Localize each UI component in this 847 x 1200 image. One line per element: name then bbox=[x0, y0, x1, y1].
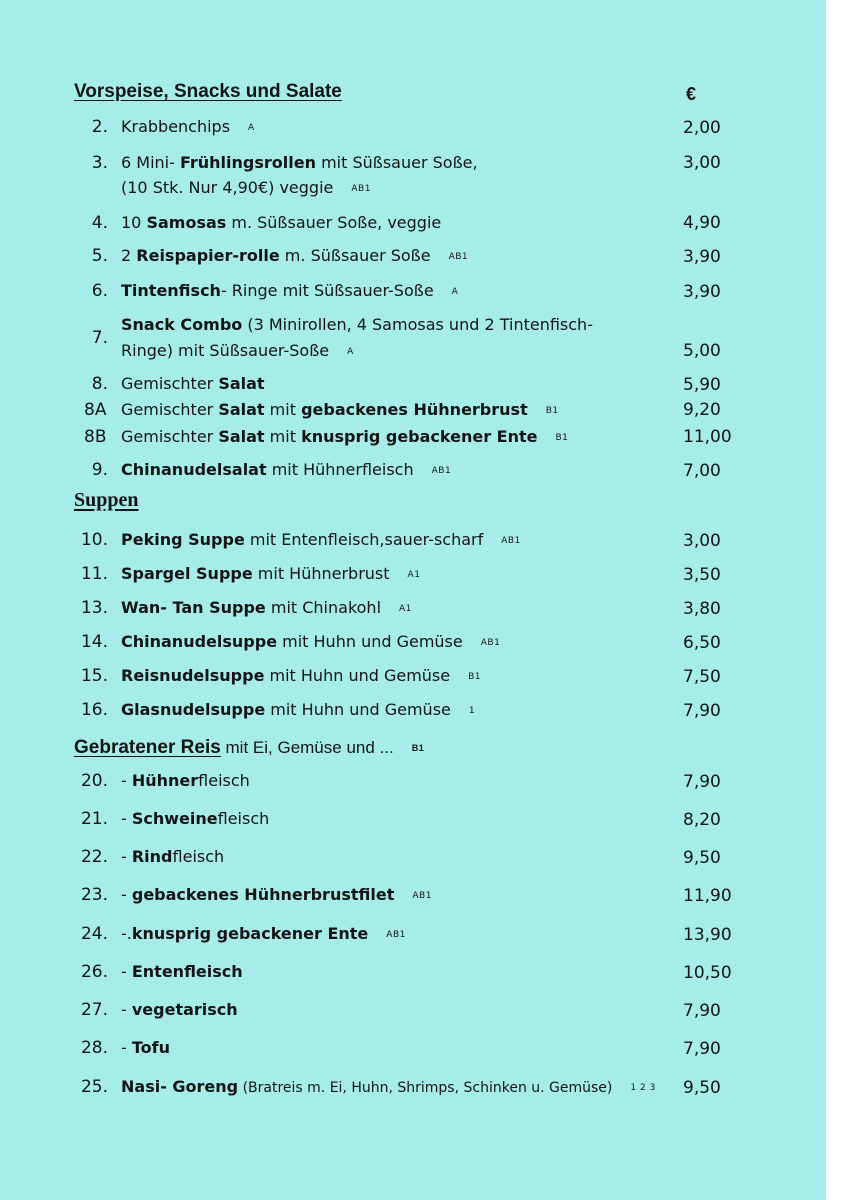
item-number: 7. bbox=[91, 328, 108, 348]
item-text-part: Glasnudelsuppe bbox=[121, 700, 266, 719]
item-price: 7,90 bbox=[683, 1001, 721, 1021]
item-price: 5,90 bbox=[683, 375, 721, 395]
item-text-part: mit Huhn und Gemüse bbox=[265, 700, 451, 719]
item-description bbox=[121, 664, 481, 689]
item-description bbox=[121, 596, 412, 621]
allergen-code: AB1 bbox=[351, 183, 371, 194]
item-text-part: Nasi- Goreng bbox=[121, 1077, 239, 1096]
item-number: 20. bbox=[80, 771, 108, 791]
section-title: Vorspeise, Snacks und Salate bbox=[74, 81, 342, 102]
item-number: 8. bbox=[91, 374, 108, 394]
item-number: 24. bbox=[80, 924, 108, 944]
item-text-part: Entenfleisch bbox=[131, 962, 243, 981]
item-price: 7,50 bbox=[683, 667, 721, 687]
section-title: Gebratener Reis bbox=[74, 737, 221, 759]
item-price: 9,20 bbox=[683, 400, 721, 420]
item-text-part: Salat bbox=[218, 427, 265, 446]
allergen-code: AB1 bbox=[501, 535, 521, 546]
item-description bbox=[121, 244, 468, 269]
item-number: 22. bbox=[80, 847, 108, 867]
item-description bbox=[121, 425, 568, 450]
item-description bbox=[121, 115, 255, 140]
item-price: 3,00 bbox=[683, 531, 721, 551]
item-text-part: 10 bbox=[121, 213, 147, 232]
item-text-part: (10 Stk. Nur 4,90€) veggie bbox=[121, 178, 334, 197]
item-text-part: Samosas bbox=[146, 213, 227, 232]
item-number: 13. bbox=[80, 598, 108, 618]
item-text-part: fleisch bbox=[217, 809, 270, 828]
item-price: 8,20 bbox=[683, 810, 721, 830]
item-text-part: 6 Mini- bbox=[121, 153, 180, 172]
item-price: 9,50 bbox=[683, 848, 721, 868]
allergen-code: A bbox=[347, 346, 354, 357]
allergen-code: B1 bbox=[555, 432, 569, 443]
allergen-code: 1 2 3 bbox=[630, 1082, 656, 1093]
item-description bbox=[121, 998, 238, 1022]
item-number: 4. bbox=[91, 213, 108, 233]
item-text-part: m. Süßsauer Soße, veggie bbox=[226, 213, 442, 232]
item-text-part: Peking Suppe bbox=[121, 530, 245, 549]
item-text-part: Frühlingsrollen bbox=[179, 153, 316, 172]
item-text-part: mit Hühnerfleisch bbox=[266, 460, 414, 479]
item-price: 3,90 bbox=[683, 247, 721, 267]
item-text-part: Salat bbox=[218, 400, 265, 419]
item-number: 26. bbox=[80, 962, 108, 982]
item-number: 28. bbox=[80, 1038, 108, 1058]
item-text-part: Reispapier-rolle bbox=[136, 246, 280, 265]
item-description bbox=[121, 528, 521, 553]
item-number: 16. bbox=[80, 700, 108, 720]
item-price: 9,50 bbox=[683, 1078, 721, 1098]
item-text-part: - bbox=[121, 847, 132, 866]
item-price: 3,00 bbox=[683, 153, 721, 173]
item-price: 3,50 bbox=[683, 565, 721, 585]
scan-edge bbox=[826, 0, 847, 1200]
item-text-part: Snack Combo bbox=[121, 315, 243, 334]
item-description bbox=[121, 1036, 170, 1060]
item-text-part: Gemischter bbox=[121, 427, 219, 446]
item-number: 11. bbox=[80, 564, 108, 584]
item-text-part: - bbox=[121, 771, 132, 790]
allergen-code: AB1 bbox=[412, 890, 432, 901]
item-description bbox=[121, 922, 406, 947]
item-text-part: Gemischter bbox=[121, 400, 219, 419]
item-description-line2 bbox=[121, 176, 371, 201]
item-text-part: (3 Minirollen, 4 Samosas und 2 Tintenfisch- bbox=[242, 315, 593, 334]
item-text-part: - bbox=[121, 962, 132, 981]
item-price: 10,50 bbox=[683, 963, 732, 983]
allergen-code: A bbox=[451, 286, 459, 297]
section-title: Suppen bbox=[74, 489, 139, 511]
item-price: 3,80 bbox=[683, 599, 721, 619]
item-number: 5. bbox=[91, 246, 108, 266]
item-text-part: m. Süßsauer Soße bbox=[279, 246, 431, 265]
item-price: 3,90 bbox=[683, 282, 721, 302]
item-price: 7,90 bbox=[683, 1039, 721, 1059]
item-description bbox=[121, 630, 500, 655]
item-text-part: mit Huhn und Gemüse bbox=[277, 632, 463, 651]
item-price: 11,00 bbox=[683, 427, 732, 447]
item-description bbox=[121, 698, 475, 723]
item-text-part: gebackenes Hühnerbrustfilet bbox=[131, 885, 395, 904]
item-number: 23. bbox=[80, 885, 108, 905]
item-text-part: Ringe) mit Süßsauer-Soße bbox=[121, 341, 330, 360]
item-number: 9. bbox=[91, 460, 108, 480]
allergen-code: A1 bbox=[407, 569, 421, 580]
item-description bbox=[121, 151, 478, 175]
allergen-code: AB1 bbox=[431, 465, 452, 476]
item-description bbox=[121, 211, 441, 235]
section-heading bbox=[74, 487, 139, 513]
item-description bbox=[121, 960, 243, 984]
item-number: 25. bbox=[80, 1077, 108, 1097]
item-description bbox=[121, 562, 420, 587]
item-text-part: - bbox=[121, 885, 132, 904]
item-price: 13,90 bbox=[683, 925, 732, 945]
item-text-part: Reisnudelsuppe bbox=[121, 666, 265, 685]
item-text-part: - bbox=[121, 1038, 132, 1057]
allergen-code: B1 bbox=[468, 671, 482, 682]
item-description bbox=[121, 279, 458, 304]
allergen-code: AB1 bbox=[448, 251, 469, 262]
item-text-part: Gemischter bbox=[121, 374, 219, 393]
allergen-code: A bbox=[248, 122, 255, 133]
item-number: 21. bbox=[80, 809, 108, 829]
allergen-code: AB1 bbox=[480, 637, 501, 648]
item-price: 7,90 bbox=[683, 772, 721, 792]
item-text-part: (Bratreis m. Ei, Huhn, Shrimps, Schinken u. Gemüse) bbox=[238, 1080, 613, 1096]
item-description bbox=[121, 845, 224, 869]
item-text-part: fleisch bbox=[172, 847, 225, 866]
item-text-part: Tofu bbox=[131, 1038, 170, 1057]
item-text-part: - bbox=[121, 1000, 132, 1019]
item-price: 6,50 bbox=[683, 633, 721, 653]
item-number: 3. bbox=[91, 153, 108, 173]
item-text-part: mit Huhn und Gemüse bbox=[264, 666, 451, 685]
item-text-part: knusprig gebackener Ente bbox=[131, 924, 369, 943]
item-text-part: Tintenfisch bbox=[121, 281, 221, 300]
item-description bbox=[121, 458, 451, 483]
item-text-part: Hühner bbox=[131, 771, 199, 790]
item-price: 5,00 bbox=[683, 341, 721, 361]
item-price: 4,90 bbox=[683, 213, 721, 233]
allergen-code: 1 bbox=[468, 705, 476, 716]
item-number: 27. bbox=[80, 1000, 108, 1020]
item-text-part: mit Hühnerbrust bbox=[252, 564, 390, 583]
item-number: 15. bbox=[80, 666, 108, 686]
allergen-code: A1 bbox=[399, 603, 412, 614]
item-text-part: gebackenes Hühnerbrust bbox=[301, 400, 528, 419]
item-text-part: Chinanudelsalat bbox=[121, 460, 267, 479]
item-text-part: mit Chinakohl bbox=[265, 598, 382, 617]
item-text-part: fleisch bbox=[198, 771, 250, 790]
item-description bbox=[121, 807, 269, 831]
item-text-part: Salat bbox=[218, 374, 265, 393]
item-text-part: - bbox=[121, 809, 132, 828]
section-heading bbox=[74, 79, 342, 105]
item-description-line2 bbox=[121, 339, 354, 364]
item-price: 11,90 bbox=[683, 886, 732, 906]
item-text-part: vegetarisch bbox=[131, 1000, 238, 1019]
item-description bbox=[121, 883, 432, 908]
allergen-code: B1 bbox=[545, 405, 559, 416]
item-description bbox=[121, 398, 559, 423]
item-text-part: - Ringe mit Süßsauer-Soße bbox=[220, 281, 434, 300]
item-number: 14. bbox=[80, 632, 108, 652]
item-text-part: Krabbenchips bbox=[121, 117, 231, 136]
item-number: 8A bbox=[84, 400, 107, 420]
item-number: 2. bbox=[91, 117, 108, 137]
allergen-code: B1 bbox=[411, 743, 425, 753]
item-number: 10. bbox=[80, 530, 108, 550]
item-price: 2,00 bbox=[683, 118, 721, 138]
item-description bbox=[121, 1075, 656, 1100]
item-description bbox=[121, 769, 250, 793]
item-text-part: mit Entenfleisch,sauer-scharf bbox=[244, 530, 484, 549]
allergen-code: AB1 bbox=[386, 929, 406, 940]
section-subtitle: mit Ei, Gemüse und ... bbox=[220, 738, 394, 758]
item-text-part: Spargel Suppe bbox=[121, 564, 253, 583]
item-text-part: Chinanudelsuppe bbox=[121, 632, 278, 651]
item-number: 6. bbox=[91, 281, 108, 301]
item-number: 8B bbox=[84, 427, 107, 447]
item-price: 7,00 bbox=[683, 461, 721, 481]
item-text-part: mit bbox=[264, 400, 302, 419]
item-text-part: mit Süßsauer Soße, bbox=[315, 153, 478, 172]
section-heading bbox=[74, 735, 424, 761]
item-text-part: -. bbox=[121, 924, 132, 943]
item-text-part: mit bbox=[264, 427, 302, 446]
item-description bbox=[121, 372, 265, 396]
item-text-part: Schweine bbox=[131, 809, 218, 828]
item-text-part: knusprig gebackener Ente bbox=[301, 427, 538, 446]
item-text-part: Rind bbox=[131, 847, 173, 866]
item-description bbox=[121, 313, 593, 337]
item-price: 7,90 bbox=[683, 701, 721, 721]
item-text-part: 2 bbox=[121, 246, 137, 265]
currency-header: € bbox=[686, 84, 697, 104]
item-text-part: Wan- Tan Suppe bbox=[121, 598, 266, 617]
